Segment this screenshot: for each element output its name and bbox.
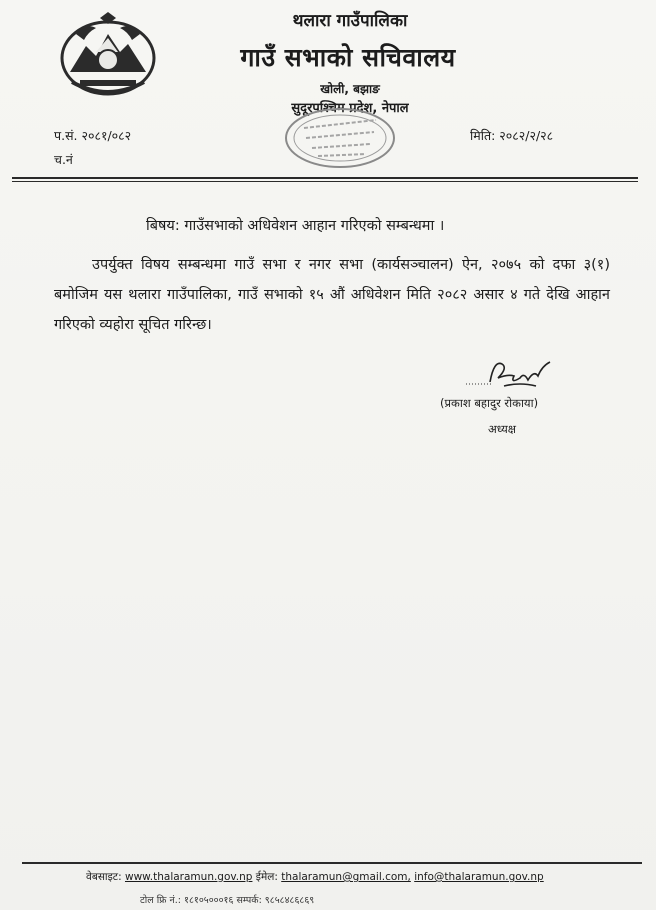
municipality-stamp-icon [282,106,398,170]
secretariat-title: गाउँ सभाको सचिवालय [240,43,456,72]
municipality-name: थलारा गाउँपालिका [292,11,408,31]
body-paragraph: उपर्युक्त विषय सम्बन्धमा गाउँ सभा र नगर सभा (कार्यसञ्चालन) ऐन, २०७५ को दफा ३(१) बमोजिम यस थलारा गाउँपालिका, गाउँ सभाको १५ औं अधिवेशन मिति २०८२ असार ४ गते देखि आहान गरिएको व्यहोरा सूचित गरिन्छ। [54,257,610,333]
office-location: खोली, बझाङ [320,82,380,96]
footer-phone: टोल फ्रि नं.: १८१०५०००१६ सम्पर्क: ९८५८४८६८६९ [140,895,315,906]
website-link[interactable]: www.thalaramun.gov.np [124,871,253,883]
letter-body [54,250,610,340]
email-link-primary[interactable]: thalaramun@gmail.com, [281,871,411,883]
nepal-emblem-icon [56,12,160,98]
website-label: वेबसाइट: [86,871,122,883]
signatory-name: (प्रकाश बहादुर रोकाया) [440,396,539,410]
letter-date: मिति: २०८२/२/२८ [470,128,554,143]
header-divider-thin [12,181,638,182]
email-link-info[interactable]: info@thalaramun.gov.np [414,871,544,883]
letter-subject: बिषय: गाउँसभाको अधिवेशन आहान गरिएको सम्बन्धमा । [146,218,445,234]
reference-number: प.सं. २०८१/०८२ [54,128,132,143]
province-name: सुदूरपश्चिम प्रदेश, नेपाल [291,101,409,116]
header-divider [12,177,638,179]
signatory-title: अध्यक्ष [488,422,517,436]
footer-divider [22,862,642,864]
dispatch-number: च.नं [54,152,73,167]
email-label: ईमेल: [255,871,278,883]
footer-contact [86,870,544,884]
signature-icon [464,356,560,390]
